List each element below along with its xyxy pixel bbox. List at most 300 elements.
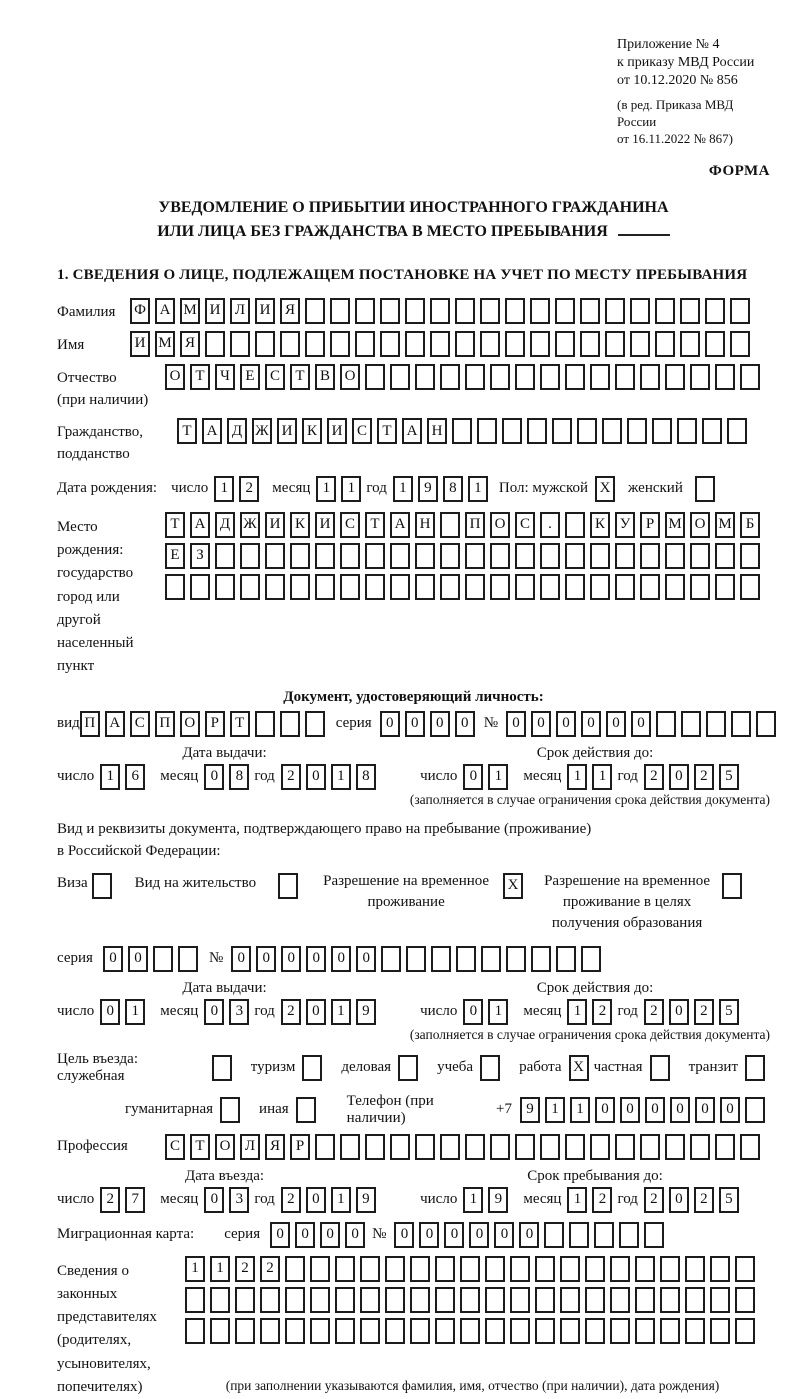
char-cell[interactable]: С bbox=[515, 512, 535, 538]
char-cell[interactable]: Ж bbox=[240, 512, 260, 538]
char-cell[interactable]: И bbox=[277, 418, 297, 444]
char-cell[interactable] bbox=[515, 574, 535, 600]
char-cell[interactable] bbox=[415, 364, 435, 390]
char-cell[interactable] bbox=[594, 1222, 614, 1248]
char-cell[interactable] bbox=[650, 1055, 670, 1081]
char-cell[interactable] bbox=[431, 946, 451, 972]
char-cell[interactable]: З bbox=[190, 543, 210, 569]
char-cell[interactable] bbox=[305, 711, 325, 737]
char-cell[interactable] bbox=[415, 543, 435, 569]
char-cell[interactable] bbox=[278, 873, 298, 899]
char-cell[interactable] bbox=[365, 1134, 385, 1160]
char-cell[interactable] bbox=[731, 711, 751, 737]
char-cell[interactable] bbox=[630, 331, 650, 357]
char-cell[interactable] bbox=[680, 331, 700, 357]
char-cell[interactable]: 3 bbox=[229, 999, 249, 1025]
char-cell[interactable]: 1 bbox=[331, 999, 351, 1025]
char-cell[interactable]: 2 bbox=[281, 764, 301, 790]
char-cell[interactable] bbox=[602, 418, 622, 444]
char-cell[interactable]: 1 bbox=[331, 1187, 351, 1213]
char-cell[interactable]: 9 bbox=[520, 1097, 540, 1123]
char-cell[interactable] bbox=[569, 1222, 589, 1248]
char-cell[interactable]: М bbox=[665, 512, 685, 538]
char-cell[interactable]: И bbox=[205, 298, 225, 324]
char-cell[interactable]: Я bbox=[265, 1134, 285, 1160]
char-cell[interactable] bbox=[510, 1287, 530, 1313]
char-cell[interactable] bbox=[695, 476, 715, 502]
char-cell[interactable] bbox=[210, 1287, 230, 1313]
char-cell[interactable]: 8 bbox=[356, 764, 376, 790]
char-cell[interactable] bbox=[710, 1287, 730, 1313]
char-cell[interactable] bbox=[656, 711, 676, 737]
char-cell[interactable]: Л bbox=[230, 298, 250, 324]
char-cell[interactable]: 1 bbox=[488, 764, 508, 790]
char-cell[interactable] bbox=[340, 574, 360, 600]
char-cell[interactable]: 0 bbox=[320, 1222, 340, 1248]
char-cell[interactable] bbox=[619, 1222, 639, 1248]
char-cell[interactable] bbox=[665, 364, 685, 390]
char-cell[interactable]: Л bbox=[240, 1134, 260, 1160]
char-cell[interactable]: 0 bbox=[695, 1097, 715, 1123]
char-cell[interactable] bbox=[660, 1287, 680, 1313]
char-cell[interactable] bbox=[296, 1097, 316, 1123]
char-cell[interactable] bbox=[452, 418, 472, 444]
char-cell[interactable] bbox=[655, 331, 675, 357]
char-cell[interactable]: 0 bbox=[306, 764, 326, 790]
char-cell[interactable]: 8 bbox=[229, 764, 249, 790]
char-cell[interactable]: 1 bbox=[463, 1187, 483, 1213]
char-cell[interactable] bbox=[265, 574, 285, 600]
char-cell[interactable] bbox=[665, 574, 685, 600]
char-cell[interactable]: Д bbox=[215, 512, 235, 538]
char-cell[interactable] bbox=[92, 873, 112, 899]
char-cell[interactable] bbox=[565, 574, 585, 600]
char-cell[interactable] bbox=[435, 1287, 455, 1313]
char-cell[interactable] bbox=[430, 298, 450, 324]
char-cell[interactable] bbox=[665, 543, 685, 569]
char-cell[interactable]: 2 bbox=[592, 999, 612, 1025]
char-cell[interactable] bbox=[365, 574, 385, 600]
char-cell[interactable] bbox=[565, 1134, 585, 1160]
char-cell[interactable]: 5 bbox=[719, 764, 739, 790]
char-cell[interactable] bbox=[515, 1134, 535, 1160]
char-cell[interactable]: 0 bbox=[419, 1222, 439, 1248]
char-cell[interactable]: 0 bbox=[531, 711, 551, 737]
char-cell[interactable] bbox=[685, 1256, 705, 1282]
char-cell[interactable]: 1 bbox=[393, 476, 413, 502]
char-cell[interactable] bbox=[255, 331, 275, 357]
char-cell[interactable]: Т bbox=[190, 364, 210, 390]
char-cell[interactable] bbox=[212, 1055, 232, 1081]
char-cell[interactable]: X bbox=[503, 873, 523, 899]
char-cell[interactable] bbox=[355, 331, 375, 357]
char-cell[interactable] bbox=[515, 543, 535, 569]
char-cell[interactable]: 0 bbox=[444, 1222, 464, 1248]
char-cell[interactable] bbox=[335, 1256, 355, 1282]
char-cell[interactable] bbox=[210, 1318, 230, 1344]
char-cell[interactable]: 0 bbox=[306, 1187, 326, 1213]
char-cell[interactable]: О bbox=[165, 364, 185, 390]
char-cell[interactable] bbox=[340, 543, 360, 569]
char-cell[interactable] bbox=[635, 1318, 655, 1344]
char-cell[interactable]: А bbox=[390, 512, 410, 538]
char-cell[interactable] bbox=[581, 946, 601, 972]
char-cell[interactable] bbox=[310, 1256, 330, 1282]
char-cell[interactable]: 3 bbox=[229, 1187, 249, 1213]
char-cell[interactable]: Т bbox=[165, 512, 185, 538]
char-cell[interactable]: 0 bbox=[669, 764, 689, 790]
char-cell[interactable]: С bbox=[340, 512, 360, 538]
char-cell[interactable] bbox=[385, 1318, 405, 1344]
char-cell[interactable]: О bbox=[490, 512, 510, 538]
char-cell[interactable] bbox=[390, 543, 410, 569]
char-cell[interactable] bbox=[305, 298, 325, 324]
char-cell[interactable]: 1 bbox=[567, 999, 587, 1025]
char-cell[interactable] bbox=[740, 574, 760, 600]
char-cell[interactable]: X bbox=[569, 1055, 589, 1081]
char-cell[interactable] bbox=[740, 1134, 760, 1160]
char-cell[interactable] bbox=[380, 298, 400, 324]
char-cell[interactable] bbox=[605, 331, 625, 357]
char-cell[interactable] bbox=[215, 574, 235, 600]
char-cell[interactable]: 0 bbox=[506, 711, 526, 737]
char-cell[interactable]: 1 bbox=[468, 476, 488, 502]
char-cell[interactable] bbox=[390, 364, 410, 390]
char-cell[interactable]: Т bbox=[290, 364, 310, 390]
char-cell[interactable]: 0 bbox=[669, 1187, 689, 1213]
char-cell[interactable] bbox=[615, 364, 635, 390]
char-cell[interactable] bbox=[585, 1318, 605, 1344]
char-cell[interactable]: 2 bbox=[239, 476, 259, 502]
char-cell[interactable]: К bbox=[290, 512, 310, 538]
char-cell[interactable] bbox=[705, 331, 725, 357]
char-cell[interactable]: 9 bbox=[356, 999, 376, 1025]
char-cell[interactable] bbox=[655, 298, 675, 324]
char-cell[interactable] bbox=[555, 331, 575, 357]
char-cell[interactable] bbox=[565, 543, 585, 569]
char-cell[interactable] bbox=[465, 364, 485, 390]
char-cell[interactable] bbox=[302, 1055, 322, 1081]
char-cell[interactable] bbox=[240, 574, 260, 600]
char-cell[interactable] bbox=[585, 1256, 605, 1282]
char-cell[interactable]: Н bbox=[415, 512, 435, 538]
char-cell[interactable]: Е bbox=[240, 364, 260, 390]
char-cell[interactable] bbox=[735, 1287, 755, 1313]
char-cell[interactable] bbox=[710, 1256, 730, 1282]
char-cell[interactable]: А bbox=[105, 711, 125, 737]
char-cell[interactable] bbox=[530, 331, 550, 357]
char-cell[interactable]: 1 bbox=[316, 476, 336, 502]
char-cell[interactable] bbox=[456, 946, 476, 972]
char-cell[interactable]: А bbox=[190, 512, 210, 538]
char-cell[interactable]: 2 bbox=[694, 999, 714, 1025]
char-cell[interactable] bbox=[560, 1287, 580, 1313]
char-cell[interactable] bbox=[652, 418, 672, 444]
char-cell[interactable]: 7 bbox=[125, 1187, 145, 1213]
char-cell[interactable]: 2 bbox=[644, 764, 664, 790]
char-cell[interactable]: 1 bbox=[570, 1097, 590, 1123]
char-cell[interactable] bbox=[635, 1256, 655, 1282]
char-cell[interactable] bbox=[415, 574, 435, 600]
char-cell[interactable]: Е bbox=[165, 543, 185, 569]
char-cell[interactable]: 2 bbox=[592, 1187, 612, 1213]
char-cell[interactable]: О bbox=[340, 364, 360, 390]
char-cell[interactable]: 0 bbox=[394, 1222, 414, 1248]
char-cell[interactable] bbox=[455, 331, 475, 357]
char-cell[interactable] bbox=[690, 543, 710, 569]
char-cell[interactable]: Я bbox=[280, 298, 300, 324]
char-cell[interactable]: 0 bbox=[620, 1097, 640, 1123]
char-cell[interactable] bbox=[260, 1318, 280, 1344]
char-cell[interactable]: А bbox=[155, 298, 175, 324]
char-cell[interactable] bbox=[460, 1256, 480, 1282]
char-cell[interactable] bbox=[440, 512, 460, 538]
char-cell[interactable]: 0 bbox=[103, 946, 123, 972]
char-cell[interactable]: 0 bbox=[331, 946, 351, 972]
char-cell[interactable]: Н bbox=[427, 418, 447, 444]
char-cell[interactable] bbox=[705, 298, 725, 324]
char-cell[interactable]: Ч bbox=[215, 364, 235, 390]
char-cell[interactable]: 1 bbox=[545, 1097, 565, 1123]
char-cell[interactable] bbox=[560, 1256, 580, 1282]
char-cell[interactable] bbox=[460, 1318, 480, 1344]
char-cell[interactable]: 0 bbox=[645, 1097, 665, 1123]
char-cell[interactable] bbox=[556, 946, 576, 972]
char-cell[interactable] bbox=[590, 543, 610, 569]
char-cell[interactable] bbox=[290, 543, 310, 569]
char-cell[interactable] bbox=[398, 1055, 418, 1081]
char-cell[interactable] bbox=[644, 1222, 664, 1248]
char-cell[interactable] bbox=[480, 331, 500, 357]
char-cell[interactable]: Т bbox=[377, 418, 397, 444]
char-cell[interactable] bbox=[435, 1256, 455, 1282]
char-cell[interactable] bbox=[410, 1318, 430, 1344]
char-cell[interactable] bbox=[660, 1318, 680, 1344]
char-cell[interactable]: 2 bbox=[644, 1187, 664, 1213]
char-cell[interactable] bbox=[465, 1134, 485, 1160]
char-cell[interactable] bbox=[615, 1134, 635, 1160]
char-cell[interactable] bbox=[730, 331, 750, 357]
char-cell[interactable]: В bbox=[315, 364, 335, 390]
char-cell[interactable]: М bbox=[155, 331, 175, 357]
char-cell[interactable] bbox=[290, 574, 310, 600]
char-cell[interactable] bbox=[490, 1134, 510, 1160]
char-cell[interactable]: 0 bbox=[204, 999, 224, 1025]
char-cell[interactable] bbox=[365, 543, 385, 569]
char-cell[interactable]: 0 bbox=[463, 764, 483, 790]
char-cell[interactable] bbox=[380, 331, 400, 357]
char-cell[interactable] bbox=[710, 1318, 730, 1344]
char-cell[interactable]: 0 bbox=[469, 1222, 489, 1248]
char-cell[interactable] bbox=[235, 1318, 255, 1344]
char-cell[interactable]: 0 bbox=[380, 711, 400, 737]
char-cell[interactable] bbox=[460, 1287, 480, 1313]
char-cell[interactable] bbox=[485, 1256, 505, 1282]
char-cell[interactable]: Т bbox=[190, 1134, 210, 1160]
char-cell[interactable] bbox=[260, 1287, 280, 1313]
char-cell[interactable] bbox=[490, 543, 510, 569]
char-cell[interactable] bbox=[440, 574, 460, 600]
char-cell[interactable] bbox=[540, 543, 560, 569]
char-cell[interactable] bbox=[510, 1318, 530, 1344]
char-cell[interactable]: И bbox=[130, 331, 150, 357]
char-cell[interactable] bbox=[485, 1287, 505, 1313]
char-cell[interactable] bbox=[577, 418, 597, 444]
char-cell[interactable]: 0 bbox=[306, 999, 326, 1025]
char-cell[interactable] bbox=[285, 1287, 305, 1313]
char-cell[interactable] bbox=[502, 418, 522, 444]
char-cell[interactable]: 1 bbox=[125, 999, 145, 1025]
char-cell[interactable] bbox=[510, 1256, 530, 1282]
char-cell[interactable] bbox=[681, 711, 701, 737]
char-cell[interactable]: 0 bbox=[494, 1222, 514, 1248]
char-cell[interactable]: 2 bbox=[100, 1187, 120, 1213]
char-cell[interactable] bbox=[735, 1256, 755, 1282]
char-cell[interactable]: М bbox=[715, 512, 735, 538]
char-cell[interactable] bbox=[435, 1318, 455, 1344]
char-cell[interactable]: 6 bbox=[125, 764, 145, 790]
char-cell[interactable]: Ф bbox=[130, 298, 150, 324]
char-cell[interactable]: 8 bbox=[443, 476, 463, 502]
char-cell[interactable]: 9 bbox=[418, 476, 438, 502]
char-cell[interactable] bbox=[540, 1134, 560, 1160]
char-cell[interactable]: 1 bbox=[488, 999, 508, 1025]
char-cell[interactable] bbox=[745, 1055, 765, 1081]
char-cell[interactable] bbox=[560, 1318, 580, 1344]
char-cell[interactable] bbox=[555, 298, 575, 324]
char-cell[interactable] bbox=[153, 946, 173, 972]
char-cell[interactable]: И bbox=[327, 418, 347, 444]
char-cell[interactable] bbox=[715, 1134, 735, 1160]
char-cell[interactable] bbox=[535, 1287, 555, 1313]
char-cell[interactable] bbox=[390, 574, 410, 600]
char-cell[interactable] bbox=[440, 543, 460, 569]
char-cell[interactable]: 0 bbox=[581, 711, 601, 737]
char-cell[interactable]: И bbox=[315, 512, 335, 538]
char-cell[interactable] bbox=[485, 1318, 505, 1344]
char-cell[interactable]: У bbox=[615, 512, 635, 538]
char-cell[interactable]: 0 bbox=[345, 1222, 365, 1248]
char-cell[interactable] bbox=[440, 1134, 460, 1160]
char-cell[interactable] bbox=[615, 543, 635, 569]
char-cell[interactable]: 0 bbox=[256, 946, 276, 972]
char-cell[interactable]: С bbox=[130, 711, 150, 737]
char-cell[interactable] bbox=[480, 1055, 500, 1081]
char-cell[interactable]: 0 bbox=[455, 711, 475, 737]
char-cell[interactable] bbox=[360, 1318, 380, 1344]
char-cell[interactable] bbox=[340, 1134, 360, 1160]
char-cell[interactable] bbox=[381, 946, 401, 972]
char-cell[interactable] bbox=[185, 1287, 205, 1313]
char-cell[interactable]: 1 bbox=[331, 764, 351, 790]
char-cell[interactable] bbox=[640, 1134, 660, 1160]
char-cell[interactable] bbox=[630, 298, 650, 324]
char-cell[interactable]: 9 bbox=[356, 1187, 376, 1213]
char-cell[interactable]: Р bbox=[205, 711, 225, 737]
char-cell[interactable] bbox=[745, 1097, 765, 1123]
char-cell[interactable]: 0 bbox=[204, 1187, 224, 1213]
char-cell[interactable]: Я bbox=[180, 331, 200, 357]
char-cell[interactable] bbox=[178, 946, 198, 972]
char-cell[interactable]: X bbox=[595, 476, 615, 502]
char-cell[interactable] bbox=[365, 364, 385, 390]
char-cell[interactable] bbox=[610, 1318, 630, 1344]
char-cell[interactable] bbox=[430, 331, 450, 357]
char-cell[interactable] bbox=[730, 298, 750, 324]
char-cell[interactable]: 1 bbox=[592, 764, 612, 790]
char-cell[interactable] bbox=[540, 574, 560, 600]
char-cell[interactable]: 1 bbox=[567, 764, 587, 790]
char-cell[interactable]: А bbox=[402, 418, 422, 444]
char-cell[interactable] bbox=[540, 364, 560, 390]
char-cell[interactable] bbox=[680, 298, 700, 324]
char-cell[interactable] bbox=[715, 364, 735, 390]
char-cell[interactable] bbox=[690, 1134, 710, 1160]
char-cell[interactable] bbox=[640, 364, 660, 390]
char-cell[interactable]: О bbox=[690, 512, 710, 538]
char-cell[interactable]: Т bbox=[230, 711, 250, 737]
char-cell[interactable] bbox=[360, 1256, 380, 1282]
char-cell[interactable]: 0 bbox=[606, 711, 626, 737]
char-cell[interactable]: . bbox=[540, 512, 560, 538]
char-cell[interactable] bbox=[265, 543, 285, 569]
char-cell[interactable] bbox=[335, 1287, 355, 1313]
char-cell[interactable] bbox=[285, 1318, 305, 1344]
char-cell[interactable]: 2 bbox=[694, 764, 714, 790]
char-cell[interactable]: 2 bbox=[644, 999, 664, 1025]
char-cell[interactable] bbox=[627, 418, 647, 444]
char-cell[interactable]: Б bbox=[740, 512, 760, 538]
char-cell[interactable] bbox=[585, 1287, 605, 1313]
char-cell[interactable] bbox=[481, 946, 501, 972]
char-cell[interactable] bbox=[505, 298, 525, 324]
char-cell[interactable] bbox=[535, 1256, 555, 1282]
char-cell[interactable]: 0 bbox=[295, 1222, 315, 1248]
char-cell[interactable] bbox=[544, 1222, 564, 1248]
char-cell[interactable] bbox=[706, 711, 726, 737]
char-cell[interactable] bbox=[715, 543, 735, 569]
char-cell[interactable]: О bbox=[180, 711, 200, 737]
char-cell[interactable]: 0 bbox=[100, 999, 120, 1025]
char-cell[interactable] bbox=[310, 1318, 330, 1344]
char-cell[interactable]: 0 bbox=[595, 1097, 615, 1123]
char-cell[interactable] bbox=[690, 364, 710, 390]
char-cell[interactable] bbox=[477, 418, 497, 444]
char-cell[interactable]: И bbox=[255, 298, 275, 324]
char-cell[interactable] bbox=[535, 1318, 555, 1344]
char-cell[interactable] bbox=[385, 1287, 405, 1313]
char-cell[interactable] bbox=[580, 298, 600, 324]
char-cell[interactable] bbox=[410, 1256, 430, 1282]
char-cell[interactable] bbox=[635, 1287, 655, 1313]
char-cell[interactable]: 1 bbox=[341, 476, 361, 502]
char-cell[interactable]: 1 bbox=[100, 764, 120, 790]
char-cell[interactable] bbox=[640, 543, 660, 569]
char-cell[interactable] bbox=[406, 946, 426, 972]
char-cell[interactable]: Ж bbox=[252, 418, 272, 444]
char-cell[interactable]: 1 bbox=[210, 1256, 230, 1282]
char-cell[interactable] bbox=[690, 574, 710, 600]
char-cell[interactable] bbox=[590, 364, 610, 390]
char-cell[interactable] bbox=[590, 574, 610, 600]
char-cell[interactable] bbox=[185, 1318, 205, 1344]
char-cell[interactable]: 0 bbox=[306, 946, 326, 972]
char-cell[interactable]: С bbox=[265, 364, 285, 390]
char-cell[interactable]: 0 bbox=[631, 711, 651, 737]
char-cell[interactable] bbox=[455, 298, 475, 324]
char-cell[interactable] bbox=[531, 946, 551, 972]
char-cell[interactable]: 0 bbox=[405, 711, 425, 737]
